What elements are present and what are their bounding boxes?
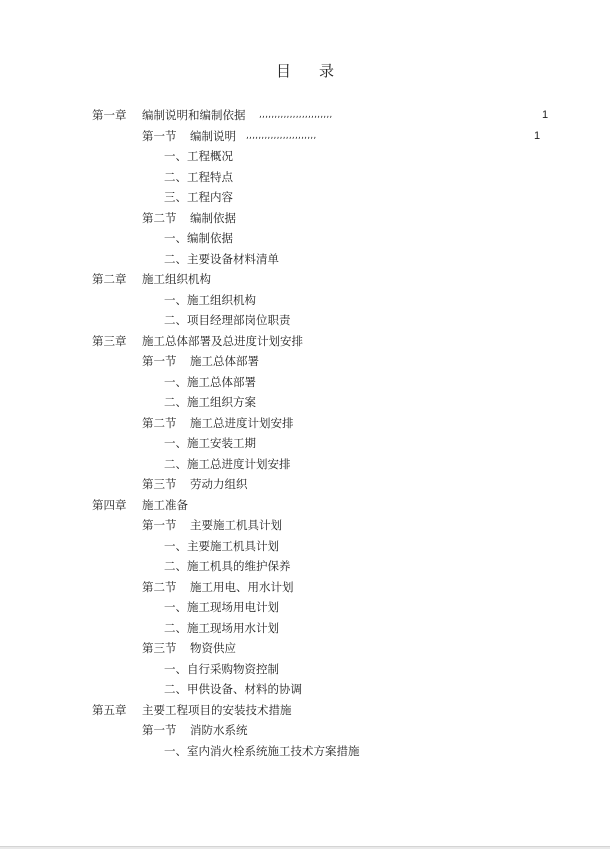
toc-title-part1: 目 — [275, 62, 291, 80]
toc-chapter-entry — [0, 497, 610, 513]
toc-entry-title: 一、施工组织机构 — [164, 293, 256, 307]
toc-entry-number: 第三节 — [142, 477, 177, 491]
toc-chapter-entry — [0, 702, 610, 718]
toc-entry-number: 第一节 — [142, 518, 177, 532]
toc-section-entry — [0, 128, 610, 144]
toc-entry-title: 施工组织机构 — [142, 272, 211, 286]
toc-entry-number: 第三节 — [142, 641, 177, 655]
toc-entry-title: 主要施工机具计划 — [190, 518, 282, 532]
toc-item-entry — [0, 743, 610, 759]
toc-entry-title: 施工准备 — [142, 498, 188, 512]
toc-section-entry — [0, 353, 610, 369]
toc-section-entry — [0, 640, 610, 656]
toc-entry-title: 一、主要施工机具计划 — [164, 539, 279, 553]
toc-item-entry — [0, 230, 610, 246]
toc-entry-title: 劳动力组织 — [190, 477, 248, 491]
toc-entry-number: 第三章 — [92, 334, 127, 348]
toc-entry-title: 二、施工机具的维护保养 — [164, 559, 291, 573]
toc-item-entry — [0, 394, 610, 410]
toc-entry-title: 施工总体部署 — [190, 354, 259, 368]
toc-entry-number: 第一节 — [142, 723, 177, 737]
toc-entry-title: 一、室内消火栓系统施工技术方案措施 — [164, 744, 360, 758]
toc-entry-number: 第二节 — [142, 580, 177, 594]
toc-item-entry — [0, 189, 610, 205]
toc-entry-title: 二、甲供设备、材料的协调 — [164, 682, 302, 696]
toc-entry-title: 施工总进度计划安排 — [190, 416, 294, 430]
toc-entry-title: 编制说明和编制依据 — [142, 108, 246, 122]
toc-entry-title: 二、主要设备材料清单 — [164, 252, 279, 266]
toc-item-entry — [0, 456, 610, 472]
toc-item-entry — [0, 374, 610, 390]
toc-page-number: 1 — [542, 109, 549, 121]
toc-entry-title: 二、施工总进度计划安排 — [164, 457, 291, 471]
toc-entry-title: 编制依据 — [190, 211, 236, 225]
toc-leader-dots: ,,,,,,,,,,,,,,,,,,,,,,, — [246, 131, 317, 141]
toc-entry-number: 第二节 — [142, 211, 177, 225]
toc-chapter-entry — [0, 107, 610, 123]
toc-entry-title: 施工用电、用水计划 — [190, 580, 294, 594]
toc-item-entry — [0, 169, 610, 185]
toc-section-entry — [0, 415, 610, 431]
toc-section-entry — [0, 722, 610, 738]
toc-item-entry — [0, 538, 610, 554]
toc-entry-title: 一、施工现场用电计划 — [164, 600, 279, 614]
toc-entry-title: 一、自行采购物资控制 — [164, 662, 279, 676]
toc-item-entry — [0, 148, 610, 164]
toc-item-entry — [0, 558, 610, 574]
toc-entry-title: 施工总体部署及总进度计划安排 — [142, 334, 303, 348]
toc-entry-number: 第一节 — [142, 354, 177, 368]
toc-entry-number: 第二章 — [92, 272, 127, 286]
toc-item-entry — [0, 599, 610, 615]
toc-entry-number: 第一章 — [92, 108, 127, 122]
toc-entry-number: 第五章 — [92, 703, 127, 717]
toc-entry-number: 第一节 — [142, 129, 177, 143]
toc-item-entry — [0, 251, 610, 267]
toc-entry-title: 物资供应 — [190, 641, 236, 655]
toc-title-part2: 录 — [319, 62, 335, 80]
toc-entry-title: 一、工程概况 — [164, 149, 233, 163]
toc-page-number: 1 — [534, 130, 541, 142]
toc-entry-title: 二、工程特点 — [164, 170, 233, 184]
toc-entry-title: 编制说明 — [190, 129, 236, 143]
toc-entry-number: 第四章 — [92, 498, 127, 512]
toc-item-entry — [0, 312, 610, 328]
toc-item-entry — [0, 661, 610, 677]
toc-entry-title: 消防水系统 — [190, 723, 248, 737]
toc-entry-title: 二、项目经理部岗位职责 — [164, 313, 291, 327]
toc-section-entry — [0, 517, 610, 533]
toc-section-entry — [0, 476, 610, 492]
toc-item-entry — [0, 681, 610, 697]
toc-leader-dots: ,,,,,,,,,,,,,,,,,,,,,,,, — [259, 110, 333, 120]
toc-entry-title: 三、工程内容 — [164, 190, 233, 204]
toc-section-entry — [0, 579, 610, 595]
toc-entry-title: 一、施工安装工期 — [164, 436, 256, 450]
toc-chapter-entry — [0, 333, 610, 349]
toc-entry-title: 二、施工现场用水计划 — [164, 621, 279, 635]
toc-entry-title: 二、施工组织方案 — [164, 395, 256, 409]
toc-entry-title: 一、编制依据 — [164, 231, 233, 245]
toc-item-entry — [0, 620, 610, 636]
toc-section-entry — [0, 210, 610, 226]
toc-item-entry — [0, 435, 610, 451]
toc-title — [0, 60, 610, 81]
toc-entry-title: 主要工程项目的安装技术措施 — [142, 703, 292, 717]
toc-entry-number: 第二节 — [142, 416, 177, 430]
toc-chapter-entry — [0, 271, 610, 287]
toc-entry-title: 一、施工总体部署 — [164, 375, 256, 389]
toc-item-entry — [0, 292, 610, 308]
